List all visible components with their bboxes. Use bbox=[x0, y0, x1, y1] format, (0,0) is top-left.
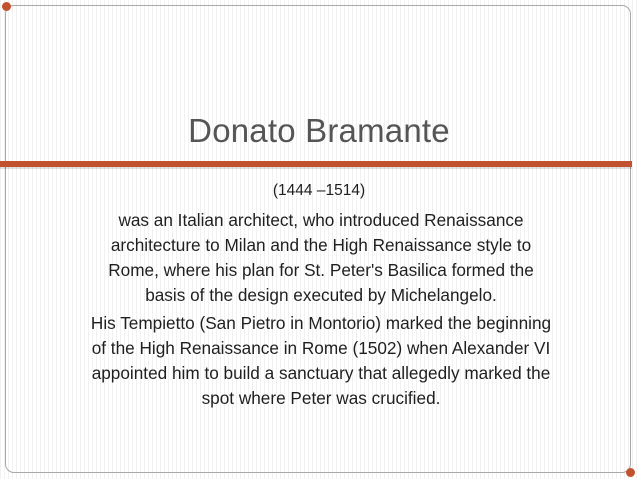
lifespan-years: (1444 –1514) bbox=[272, 182, 366, 199]
paragraph-line: His Tempietto (San Pietro in Montorio) marked the beginning bbox=[90, 313, 552, 333]
title-divider-shadow bbox=[0, 167, 632, 169]
paragraph-line: of the High Renaissance in Rome (1502) when Alexander VI bbox=[91, 338, 551, 358]
paragraph-line: appointed him to build a sanctuary that allegedly marked the bbox=[91, 363, 551, 383]
paragraph-line: spot where Peter was crucified. bbox=[201, 388, 441, 408]
paragraph-line: Rome, where his plan for St. Peter's Basilica formed the bbox=[108, 260, 534, 280]
corner-dot-bottom-right bbox=[626, 468, 635, 477]
paragraph-introduction bbox=[56, 208, 586, 308]
paragraph-tempietto bbox=[54, 311, 588, 411]
paragraph-line: architecture to Milan and the High Renaissance style to bbox=[110, 235, 532, 255]
paragraph-line: basis of the design executed by Michelangelo. bbox=[145, 285, 497, 305]
slide-title: Donato Bramante bbox=[188, 112, 450, 149]
corner-dot-top-left bbox=[2, 2, 11, 11]
paragraph-line: was an Italian architect, who introduced Renaissance bbox=[118, 210, 524, 230]
